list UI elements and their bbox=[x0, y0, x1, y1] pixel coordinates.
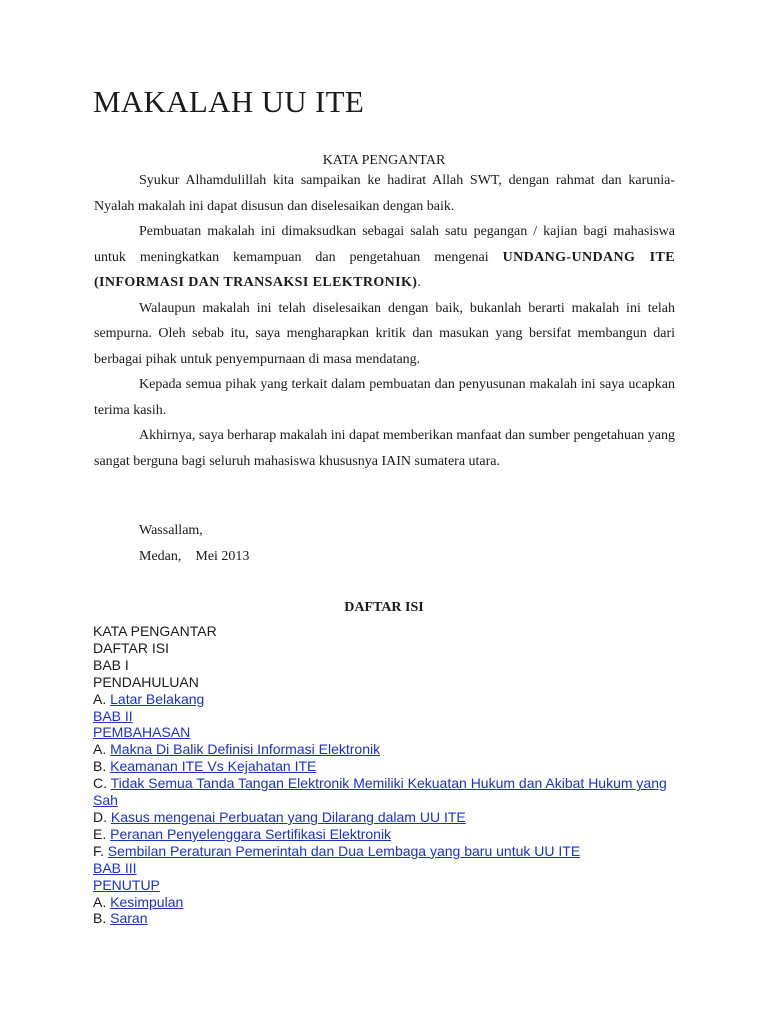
toc-row-bab-2 bbox=[93, 708, 673, 725]
toc-link-tanda-tangan[interactable]: Tidak Semua Tanda Tangan Elektronik Memiliki Kekuatan Hukum dan Akibat Hukum yang Sah bbox=[93, 775, 667, 809]
closing-salutation: Wassallam, bbox=[139, 523, 203, 538]
toc-row-saran bbox=[93, 910, 673, 927]
paragraph-4: Kepada semua pihak yang terkait dalam pembuatan dan penyusunan makalah ini saya ucapkan terima kasih. bbox=[94, 377, 675, 418]
paragraph-3: Walaupun makalah ini telah diselesaikan dengan baik, bukanlah berarti makalah ini telah sempurna. Oleh sebab itu, saya mengharapkan kritik dan masukan yang bersifat membangun dari berbagai pihak untuk penyempurnaan di masa mendatang. bbox=[94, 300, 675, 367]
paragraph-2-end: . bbox=[417, 275, 421, 290]
toc-item-bab-1: BAB I bbox=[93, 656, 129, 673]
toc-link-kesimpulan[interactable]: Kesimpulan bbox=[110, 893, 184, 910]
toc-row-peranan bbox=[93, 826, 673, 843]
kata-pengantar-body bbox=[94, 168, 675, 474]
table-of-contents bbox=[93, 623, 673, 927]
toc-prefix: B. bbox=[93, 910, 111, 927]
toc-prefix: E. bbox=[93, 825, 111, 842]
toc-link-penutup[interactable]: PENUTUP bbox=[93, 876, 160, 893]
paragraph-5: Akhirnya, saya berharap makalah ini dapat memberikan manfaat dan sumber pengetahuan yang sangat berguna bagi seluruh mahasiswa khususnya IAIN sumatera utara. bbox=[94, 428, 675, 469]
toc-prefix: F. bbox=[93, 842, 108, 859]
toc-link-makna[interactable]: Makna Di Balik Definisi Informasi Elektronik bbox=[110, 741, 381, 758]
toc-row-sembilan bbox=[93, 843, 673, 860]
toc-link-kasus[interactable]: Kasus mengenai Perbuatan yang Dilarang dalam UU ITE bbox=[110, 808, 466, 825]
toc-prefix: A. bbox=[93, 893, 111, 910]
daftar-isi-heading: DAFTAR ISI bbox=[344, 600, 424, 615]
toc-prefix: B. bbox=[93, 758, 111, 775]
toc-item-kata-pengantar: KATA PENGANTAR bbox=[93, 623, 217, 639]
toc-link-saran[interactable]: Saran bbox=[110, 910, 148, 927]
toc-row-latar-belakang bbox=[93, 691, 673, 708]
toc-link-bab-2[interactable]: BAB II bbox=[93, 707, 133, 724]
paragraph-2-text: Pembuatan makalah ini dimaksudkan sebagai salah satu pegangan / kajian bagi mahasiswa untuk meningkatkan kemampuan dan pengetahuan mengenai bbox=[94, 224, 675, 265]
toc-row-keamanan bbox=[93, 758, 673, 775]
toc-item-daftar-isi: DAFTAR ISI bbox=[93, 639, 169, 656]
toc-link-keamanan[interactable]: Keamanan ITE Vs Kejahatan ITE bbox=[110, 758, 317, 775]
toc-link-sembilan[interactable]: Sembilan Peraturan Pemerintah dan Dua Lembaga yang baru untuk UU ITE bbox=[107, 842, 581, 859]
toc-prefix: C. bbox=[93, 775, 111, 792]
toc-row-kesimpulan bbox=[93, 894, 673, 911]
toc-prefix: A. bbox=[93, 741, 111, 758]
paragraph-2-bold: UNDANG-UNDANG ITE (INFORMASI DAN TRANSAKSI ELEKTRONIK) bbox=[94, 249, 675, 290]
toc-prefix: D. bbox=[93, 808, 111, 825]
paragraph-2 bbox=[94, 219, 675, 296]
toc-link-peranan[interactable]: Peranan Penyelenggara Sertifikasi Elektronik bbox=[110, 825, 392, 842]
paragraph-1: Syukur Alhamdulillah kita sampaikan ke hadirat Allah SWT, dengan rahmat dan karunia-Nyalah makalah ini dapat disusun dan diselesaikan dengan baik. bbox=[94, 173, 675, 214]
toc-prefix: A. bbox=[93, 690, 111, 707]
toc-row-pembahasan bbox=[93, 724, 673, 741]
toc-link-latar-belakang[interactable]: Latar Belakang bbox=[110, 690, 205, 707]
toc-item-pendahuluan: PENDAHULUAN bbox=[93, 673, 199, 690]
toc-link-pembahasan[interactable]: PEMBAHASAN bbox=[93, 724, 191, 741]
document-title: MAKALAH UU ITE bbox=[93, 84, 365, 119]
kata-pengantar-heading: KATA PENGANTAR bbox=[322, 153, 446, 168]
toc-row-bab-3 bbox=[93, 860, 673, 877]
toc-row-kasus bbox=[93, 809, 673, 826]
toc-row-makna bbox=[93, 741, 673, 758]
toc-row-tanda-tangan bbox=[93, 775, 673, 809]
toc-link-bab-3[interactable]: BAB III bbox=[93, 859, 137, 876]
toc-row-penutup bbox=[93, 877, 673, 894]
place-date: Medan, Mei 2013 bbox=[139, 549, 250, 564]
